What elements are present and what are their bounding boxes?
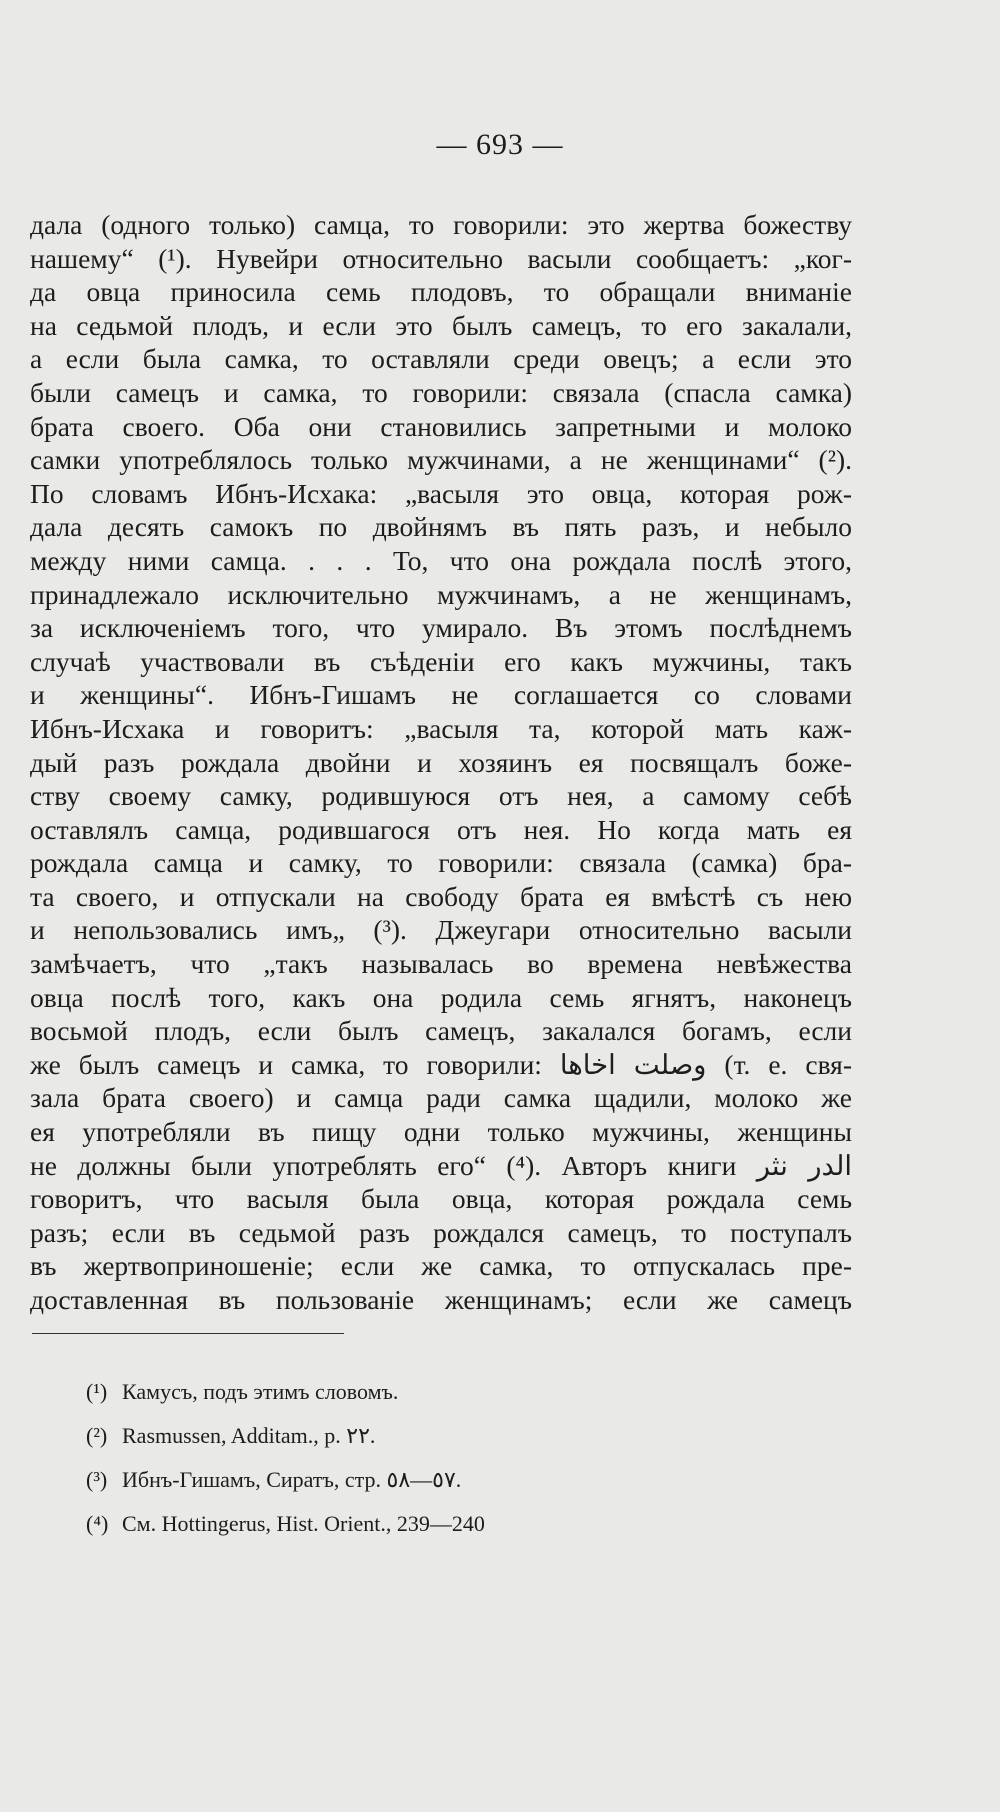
text-line: на седьмой плодъ, и если это былъ самецъ, то его закалали, — [30, 309, 852, 341]
footnote-number: (³) — [86, 1467, 108, 1492]
text-line: говоритъ, что васыля была овца, которая рождала семь — [30, 1183, 852, 1215]
text-line: за исключеніемъ того, что умирало. Въ этомъ послѣднемъ — [30, 612, 852, 644]
text-line: оставлялъ самца, родившагося отъ нея. Но когда мать ея — [30, 813, 852, 845]
footnote-text: Ибнъ-Гишамъ, Сиратъ, стр. ٥٧—٥٨. — [122, 1467, 462, 1492]
text-line: ея употребляли въ пищу одни только мужчины, женщины — [30, 1116, 852, 1148]
body-text — [30, 208, 852, 1317]
footnote-text: Камусъ, подъ этимъ словомъ. — [122, 1379, 399, 1404]
text-line: и непользовались имъ„ (³). Джеугари относительно васыли — [30, 914, 852, 946]
text-line: Ибнъ-Исхака и говоритъ: „васыля та, которой мать каж- — [30, 712, 852, 744]
text-line: дала (одного только) самца, то говорили: это жертва божеству — [30, 209, 852, 240]
text-line: разъ; если въ седьмой разъ рождался самецъ, то поступалъ — [30, 1216, 852, 1248]
text-line: та своего, и отпускали на свободу брата ея вмѣстѣ съ нею — [30, 880, 852, 912]
text-line: По словамъ Ибнъ-Исхака: „васыля это овца, которая рож- — [30, 477, 852, 509]
text-line: нашему“ (¹). Нувейри относительно васыли сообщаетъ: „ког- — [30, 242, 852, 274]
footnote — [86, 1414, 846, 1458]
text-line: брата своего. Оба они становились запретными и молоко — [30, 410, 852, 442]
text-line: доставленная въ пользованіе женщинамъ; если же самецъ — [30, 1284, 852, 1315]
text-line: зала брата своего) и самца ради самка щадили, молоко же — [30, 1082, 852, 1114]
text-line: рождала самца и самку, то говорили: связала (самка) бра- — [30, 847, 852, 879]
footnote-number: (¹) — [86, 1379, 108, 1404]
footnote — [86, 1458, 846, 1502]
footnote — [86, 1370, 846, 1414]
text-line: же былъ самецъ и самка, то говорили: وصلت اخاها (т. е. свя- — [30, 1048, 852, 1080]
text-line: принадлежало исключительно мужчинамъ, а не женщинамъ, — [30, 578, 852, 610]
text-line: между ними самца. . . . То, что она рождала послѣ этого, — [30, 544, 852, 576]
footnotes — [86, 1370, 846, 1546]
text-line: въ жертвоприношеніе; если же самка, то отпускалась пре- — [30, 1250, 852, 1282]
text-line: а если была самка, то оставляли среди овецъ; а если это — [30, 343, 852, 375]
text-line: ству своему самку, родившуюся отъ нея, а самому себѣ — [30, 780, 852, 812]
page-number: — 693 — — [436, 128, 564, 161]
text-line: дала десять самокъ по двойнямъ въ пять разъ, и небыло — [30, 511, 852, 543]
text-line: и женщины“. Ибнъ-Гишамъ не соглашается со словами — [30, 679, 852, 711]
footnote-number: (⁴) — [86, 1511, 109, 1536]
text-line: восьмой плодъ, если былъ самецъ, закалался богамъ, если — [30, 1015, 852, 1047]
text-line: случаѣ участвовали въ съѣденіи его какъ мужчины, такъ — [30, 645, 852, 677]
footnote-text: Rasmussen, Additam., p. ٢٢. — [122, 1423, 376, 1448]
footnote — [86, 1502, 846, 1546]
text-line: овца послѣ того, какъ она родила семь ягнятъ, наконецъ — [30, 981, 852, 1013]
text-line: не должны были употреблять его“ (⁴). Авторъ книги الدر نثر — [30, 1149, 852, 1181]
footnote-number: (²) — [86, 1423, 108, 1448]
text-line: да овца приносила семь плодовъ, то обращали вниманіе — [30, 276, 852, 308]
text-line: замѣчаетъ, что „такъ называлась во времена невѣжества — [30, 948, 852, 980]
footnote-text: См. Hottingerus, Hist. Orient., 239—240 — [122, 1511, 485, 1536]
footnote-divider — [32, 1333, 344, 1334]
text-line: самки употреблялось только мужчинами, а не женщинами“ (²). — [30, 444, 852, 476]
text-line: были самецъ и самка, то говорили: связала (спасла самка) — [30, 376, 852, 408]
text-line: дый разъ рождала двойни и хозяинъ ея посвящалъ боже- — [30, 746, 852, 778]
